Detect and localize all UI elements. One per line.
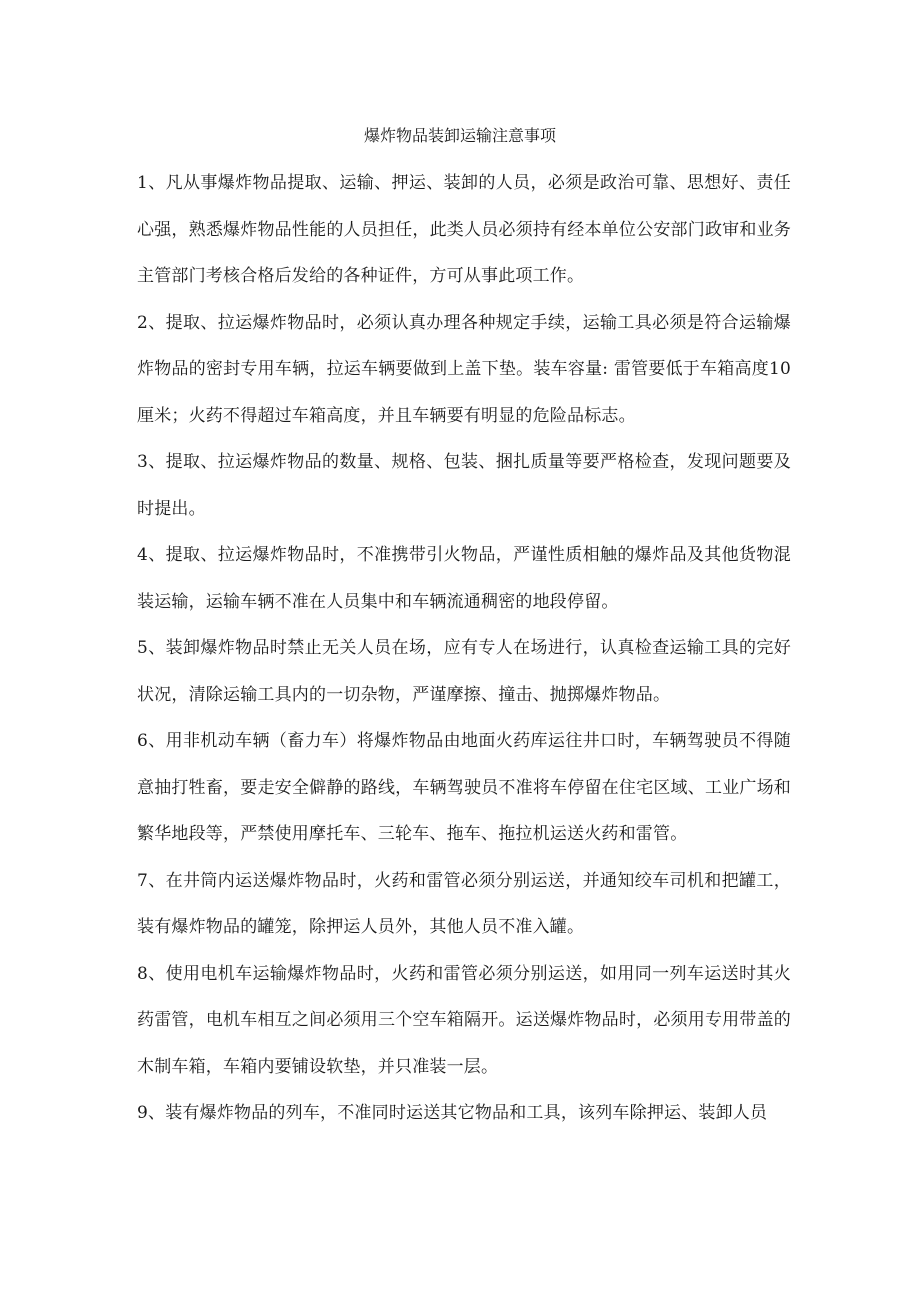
paragraph-5: 5、装卸爆炸物品时禁止无关人员在场，应有专人在场进行，认真检查运输工具的完好状况，清除运输工具内的一切杂物，严谨摩擦、撞击、抛掷爆炸物品。 [137,638,791,705]
paragraph-2: 2、提取、拉运爆炸物品时，必须认真办理各种规定手续，运输工具必须是符合运输爆炸物品的密封专用车辆，拉运车辆要做到上盖下垫。装车容量: 雷管要低于车箱高度10厘米；火药不得超过车箱高度，并且车辆要有明显的危险品标志。 [137,312,791,426]
paragraph-4: 4、提取、拉运爆炸物品时，不准携带引火物品，严谨性质相触的爆炸品及其他货物混装运输，运输车辆不准在人员集中和车辆流通稠密的地段停留。 [137,545,791,612]
document-body [137,160,791,1137]
paragraph-6: 6、用非机动车辆（畜力车）将爆炸物品由地面火药库运往井口时，车辆驾驶员不得随意抽打牲畜，要走安全僻静的路线，车辆驾驶员不准将车停留在住宅区域、工业广场和繁华地段等，严禁使用摩托车、三轮车、拖车、拖拉机运送火药和雷管。 [137,731,791,844]
paragraph-8: 8、使用电机车运输爆炸物品时，火药和雷管必须分别运送，如用同一列车运送时其火药雷管，电机车相互之间必须用三个空车箱隔开。运送爆炸物品时，必须用专用带盖的木制车箱，车箱内要铺设软垫，并只准装一层。 [137,963,791,1077]
paragraph-9: 9、装有爆炸物品的列车，不准同时运送其它物品和工具，该列车除押运、装卸人员 [137,1103,768,1123]
paragraph-3: 3、提取、拉运爆炸物品的数量、规格、包装、捆扎质量等要严格检查，发现问题要及时提出。 [137,452,791,519]
document-title: 爆炸物品装卸运输注意事项 [363,126,556,145]
paragraph-7: 7、在井筒内运送爆炸物品时，火药和雷管必须分别运送，并通知绞车司机和把罐工，装有爆炸物品的罐笼，除押运人员外，其他人员不准入罐。 [137,870,791,937]
paragraph-1: 1、凡从事爆炸物品提取、运输、押运、装卸的人员，必须是政治可靠、思想好、责任心强，熟悉爆炸物品性能的人员担任，此类人员必须持有经本单位公安部门政审和业务主管部门考核合格后发给的各种证件，方可从事此项工作。 [137,173,791,286]
